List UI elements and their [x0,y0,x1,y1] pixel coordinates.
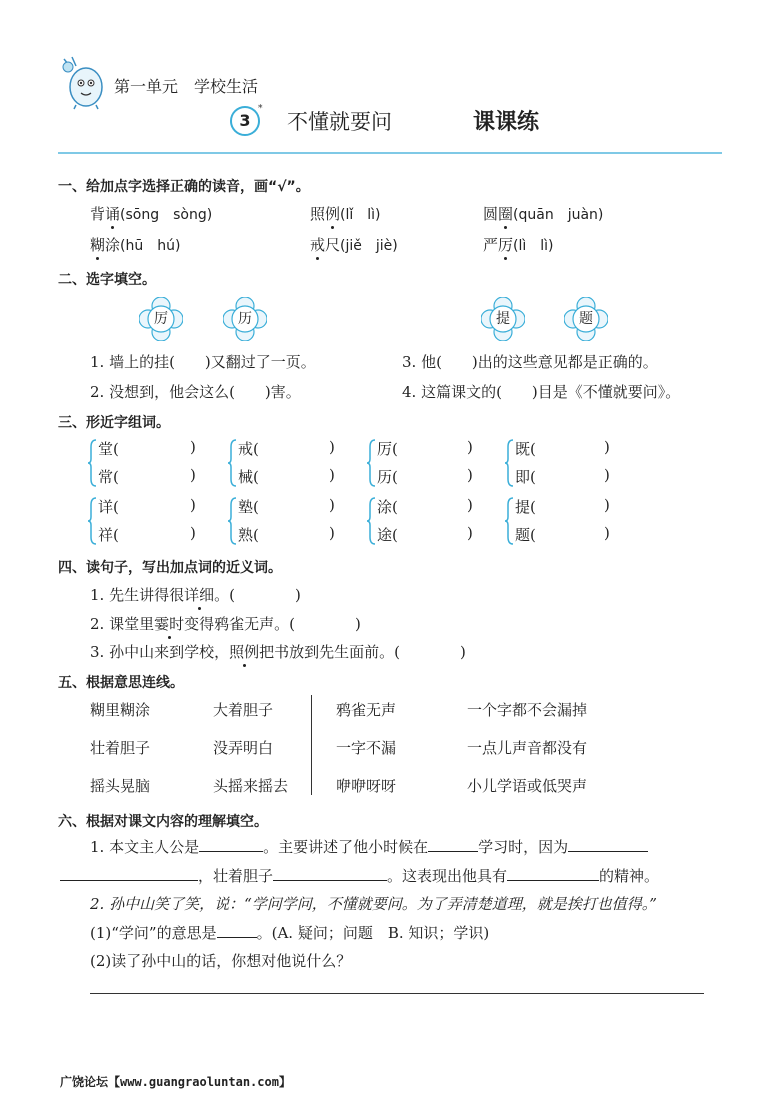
fill-question: 4. 这篇课文的( )目是《不懂就要问》。 [402,383,681,401]
mascot-icon [58,55,108,110]
word-group-item: 历( [377,468,398,486]
comprehension-q2-1: (1)“学问”的意思是 。(A. 疑问；问题 B. 知识；学识) [90,921,489,943]
pinyin-item: 背诵(sōng sòng) [90,205,213,223]
comprehension-q2-2: (2)读了孙中山的话，你想对他说什么？ [90,952,352,970]
section2-title: 二、选字填空。 [58,272,156,288]
synonym-sentence: 2. 课堂里霎时变得鸦雀无声。( ) [90,615,361,633]
match-word: 糊里糊涂 [90,701,151,719]
match-word: 没弄明白 [213,739,274,757]
answer-blank[interactable] [60,864,198,881]
fill-question: 1. 墙上的挂( )又翻过了一页。 [90,353,316,371]
word-close-paren: ) [190,496,196,514]
synonym-sentence: 3. 孙中山来到学校，照例把书放到先生面前。( ) [90,643,466,661]
section4-title: 四、读句子，写出加点词的近义词。 [58,560,282,576]
word-close-paren: ) [190,524,196,542]
word-group-item: 厉( [377,440,398,458]
lesson-star: * [258,104,263,114]
word-close-paren: ) [604,466,610,484]
fill-question: 3. 他( )出的这些意见都是正确的。 [402,353,658,371]
word-group-item: 题( [515,526,536,544]
option-char: 题 [579,311,593,327]
option-char: 厉 [154,311,168,327]
word-group-item: 详( [98,498,119,516]
match-word: 壮着胆子 [90,739,151,757]
word-close-paren: ) [190,438,196,456]
answer-blank[interactable] [428,835,478,852]
word-close-paren: ) [467,524,473,542]
unit-title: 第一单元 学校生活 [114,77,259,96]
pinyin-item: 照例(lǐ lì) [310,205,381,223]
brace-icon [228,497,238,545]
word-group-item: 涂( [377,498,398,516]
word-group-item: 祥( [98,526,119,544]
match-word: 摇头晃脑 [90,777,151,795]
brace-icon [505,497,515,545]
word-close-paren: ) [329,438,335,456]
match-word: 鸦雀无声 [336,701,397,719]
comprehension-q1-line2: ，壮着胆子 。这表现出他具有 的精神。 [60,864,659,886]
word-group-item: 常( [98,468,119,486]
brace-icon [88,497,98,545]
pinyin-item: 戒尺(jiě jiè) [310,236,398,254]
pinyin-item: 圆圈(quān juàn) [483,205,604,223]
lesson-number: 3 [230,106,260,136]
answer-blank[interactable] [199,835,263,852]
brace-icon [505,439,515,487]
word-close-paren: ) [467,438,473,456]
word-group-item: 即( [515,468,536,486]
word-close-paren: ) [604,524,610,542]
word-group-item: 堂( [98,440,119,458]
word-close-paren: ) [604,438,610,456]
column-divider [311,695,312,795]
match-word: 一字不漏 [336,739,397,757]
word-close-paren: ) [329,466,335,484]
match-meaning: 小儿学语或低哭声 [467,777,588,795]
fill-question: 2. 没想到，他会这么( )害。 [90,383,301,401]
answer-line[interactable] [90,993,704,994]
comprehension-q2: 2. 孙中山笑了笑，说：“学问学问，不懂就要问。为了弄清楚道理，就是挨打也值得。” [90,895,657,913]
comprehension-q1-line1: 1. 本文主人公是 。主要讲述了他小时候在 学习时，因为 [90,835,648,857]
word-close-paren: ) [467,496,473,514]
lesson-title: 不懂就要问 [287,110,392,134]
section5-title: 五、根据意思连线。 [58,675,184,691]
word-group-item: 戒( [238,440,259,458]
practice-title: 课课练 [473,110,540,135]
section1-title: 一、给加点字选择正确的读音，画“√”。 [58,179,310,195]
section6-title: 六、根据对课文内容的理解填空。 [58,814,268,830]
answer-blank[interactable] [568,835,648,852]
option-char: 提 [496,311,510,327]
answer-blank[interactable] [273,864,387,881]
match-meaning: 一个字都不会漏掉 [467,701,588,719]
option-flower [223,297,267,341]
word-group-item: 提( [515,498,536,516]
brace-icon [88,439,98,487]
word-close-paren: ) [190,466,196,484]
word-close-paren: ) [604,496,610,514]
match-word: 大着胆子 [213,701,274,719]
brace-icon [367,497,377,545]
word-close-paren: ) [467,466,473,484]
match-word: 咿咿呀呀 [336,777,397,795]
option-flower [481,297,525,341]
word-group-item: 途( [377,526,398,544]
brace-icon [367,439,377,487]
header-divider [58,152,722,154]
word-close-paren: ) [329,496,335,514]
answer-blank[interactable] [507,864,599,881]
option-flower [139,297,183,341]
option-char: 历 [238,311,252,327]
footer-watermark: 广饶论坛【www.guangraoluntan.com】 [60,1075,291,1089]
pinyin-item: 糊涂(hū hú) [90,236,181,254]
word-group-item: 既( [515,440,536,458]
word-group-item: 熟( [238,526,259,544]
pinyin-item: 严厉(lì lì) [483,236,554,254]
brace-icon [228,439,238,487]
match-word: 头摇来摇去 [213,777,289,795]
option-flower [564,297,608,341]
synonym-sentence: 1. 先生讲得很详细。( ) [90,586,301,604]
word-group-item: 械( [238,468,259,486]
answer-blank[interactable] [217,921,257,938]
word-group-item: 塾( [238,498,259,516]
section3-title: 三、形近字组词。 [58,415,170,431]
word-close-paren: ) [329,524,335,542]
match-meaning: 一点儿声音都没有 [467,739,588,757]
